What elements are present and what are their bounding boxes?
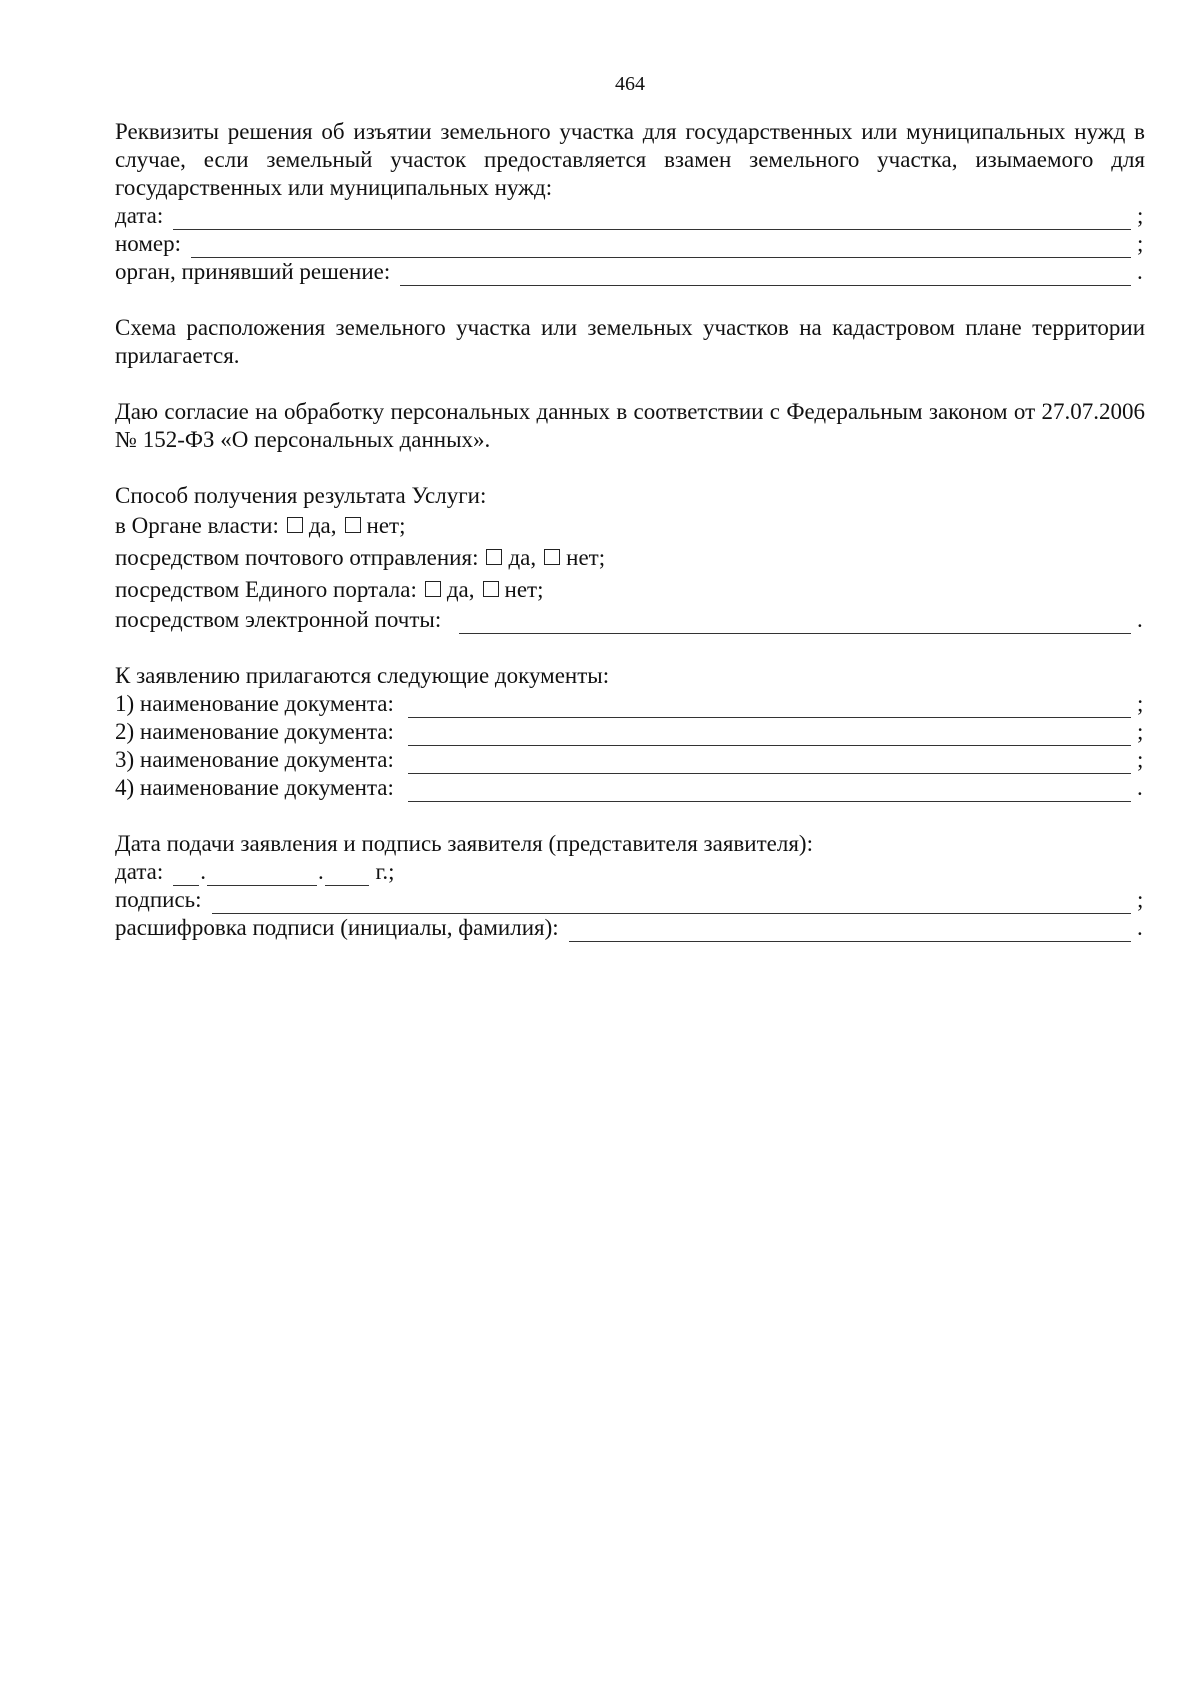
attachment-end: ;	[1137, 691, 1144, 716]
checkbox-no[interactable]	[544, 549, 560, 565]
checkbox-yes-label: да,	[508, 545, 537, 570]
signature-heading: Дата подачи заявления и подпись заявителя (представителя заявителя):	[115, 831, 813, 856]
application-form	[115, 118, 1145, 942]
attachment-end: .	[1137, 775, 1143, 800]
page-number: 464	[615, 73, 645, 95]
checkbox-no[interactable]	[345, 517, 361, 533]
attachment-input[interactable]	[408, 752, 1131, 774]
checkbox-yes[interactable]	[486, 549, 502, 565]
day-input[interactable]	[173, 864, 199, 886]
decision-date-field	[115, 202, 1145, 230]
attachment-input[interactable]	[408, 780, 1131, 802]
result-option-authority	[115, 510, 1145, 542]
attachment-label: 4) наименование документа:	[115, 775, 394, 800]
decision-number-field	[115, 230, 1145, 258]
date-separator: .	[200, 859, 206, 884]
decision-intro: Реквизиты решения об изъятии земельного участка для государственных или муниципальных нужд в случае, если земельный участок предоставляется взамен земельного участка, изымаемого для государственных или муниципальных нужд:	[115, 119, 1145, 200]
signature-decoding-input[interactable]	[569, 920, 1131, 942]
result-option-mail	[115, 542, 1145, 574]
signature-end: ;	[1137, 887, 1144, 912]
attachment-end: ;	[1137, 719, 1144, 744]
attachment-label: 3) наименование документа:	[115, 747, 394, 772]
signature-date-row	[115, 858, 1145, 886]
decision-date-input[interactable]	[173, 208, 1131, 230]
decision-number-label: номер:	[115, 231, 182, 256]
year-input[interactable]	[325, 864, 369, 886]
result-option-label: посредством Единого портала:	[115, 577, 417, 602]
month-input[interactable]	[207, 864, 317, 886]
decision-date-label: дата:	[115, 203, 164, 228]
decision-authority-input[interactable]	[400, 264, 1131, 286]
checkbox-yes-label: да,	[446, 577, 475, 602]
email-end: .	[1137, 607, 1143, 632]
signature-date-label: дата:	[115, 859, 164, 884]
checkbox-yes[interactable]	[425, 581, 441, 597]
attachments-heading: К заявлению прилагаются следующие документы:	[115, 663, 610, 688]
checkbox-no-label: нет;	[566, 545, 606, 570]
decision-authority-label: орган, принявший решение:	[115, 259, 391, 284]
attachment-input[interactable]	[408, 696, 1131, 718]
checkbox-no-label: нет;	[366, 513, 406, 538]
result-option-label: в Органе власти:	[115, 513, 279, 538]
signature-field	[115, 886, 1145, 914]
checkbox-no-label: нет;	[504, 577, 544, 602]
attachment-row	[115, 690, 1145, 718]
attachment-label: 2) наименование документа:	[115, 719, 394, 744]
signature-label: подпись:	[115, 887, 202, 912]
checkbox-no[interactable]	[483, 581, 499, 597]
decision-date-end: ;	[1137, 203, 1144, 228]
email-input[interactable]	[459, 612, 1131, 634]
signature-decoding-end: .	[1137, 915, 1143, 940]
date-separator: .	[318, 859, 324, 884]
signature-decoding-field	[115, 914, 1145, 942]
email-label: посредством электронной почты:	[115, 607, 442, 632]
attachment-row	[115, 746, 1145, 774]
decision-authority-field	[115, 258, 1145, 286]
result-option-label: посредством почтового отправления:	[115, 545, 479, 570]
attachment-label: 1) наименование документа:	[115, 691, 394, 716]
scheme-text: Схема расположения земельного участка или земельных участков на кадастровом плане территории прилагается.	[115, 315, 1145, 368]
decision-number-end: ;	[1137, 231, 1144, 256]
signature-input[interactable]	[212, 892, 1131, 914]
attachment-end: ;	[1137, 747, 1144, 772]
result-option-email	[115, 606, 1145, 634]
checkbox-yes[interactable]	[287, 517, 303, 533]
consent-text: Даю согласие на обработку персональных данных в соответствии с Федеральным законом от 27.07.2006 № 152-ФЗ «О персональных данных».	[115, 399, 1145, 452]
attachment-input[interactable]	[408, 724, 1131, 746]
result-option-portal	[115, 574, 1145, 606]
decision-number-input[interactable]	[191, 236, 1131, 258]
signature-decoding-label: расшифровка подписи (инициалы, фамилия):	[115, 915, 559, 940]
decision-authority-end: .	[1137, 259, 1143, 284]
date-suffix: г.;	[369, 859, 395, 884]
result-method-heading: Способ получения результата Услуги:	[115, 483, 487, 508]
attachment-row	[115, 774, 1145, 802]
checkbox-yes-label: да,	[308, 513, 337, 538]
attachment-row	[115, 718, 1145, 746]
